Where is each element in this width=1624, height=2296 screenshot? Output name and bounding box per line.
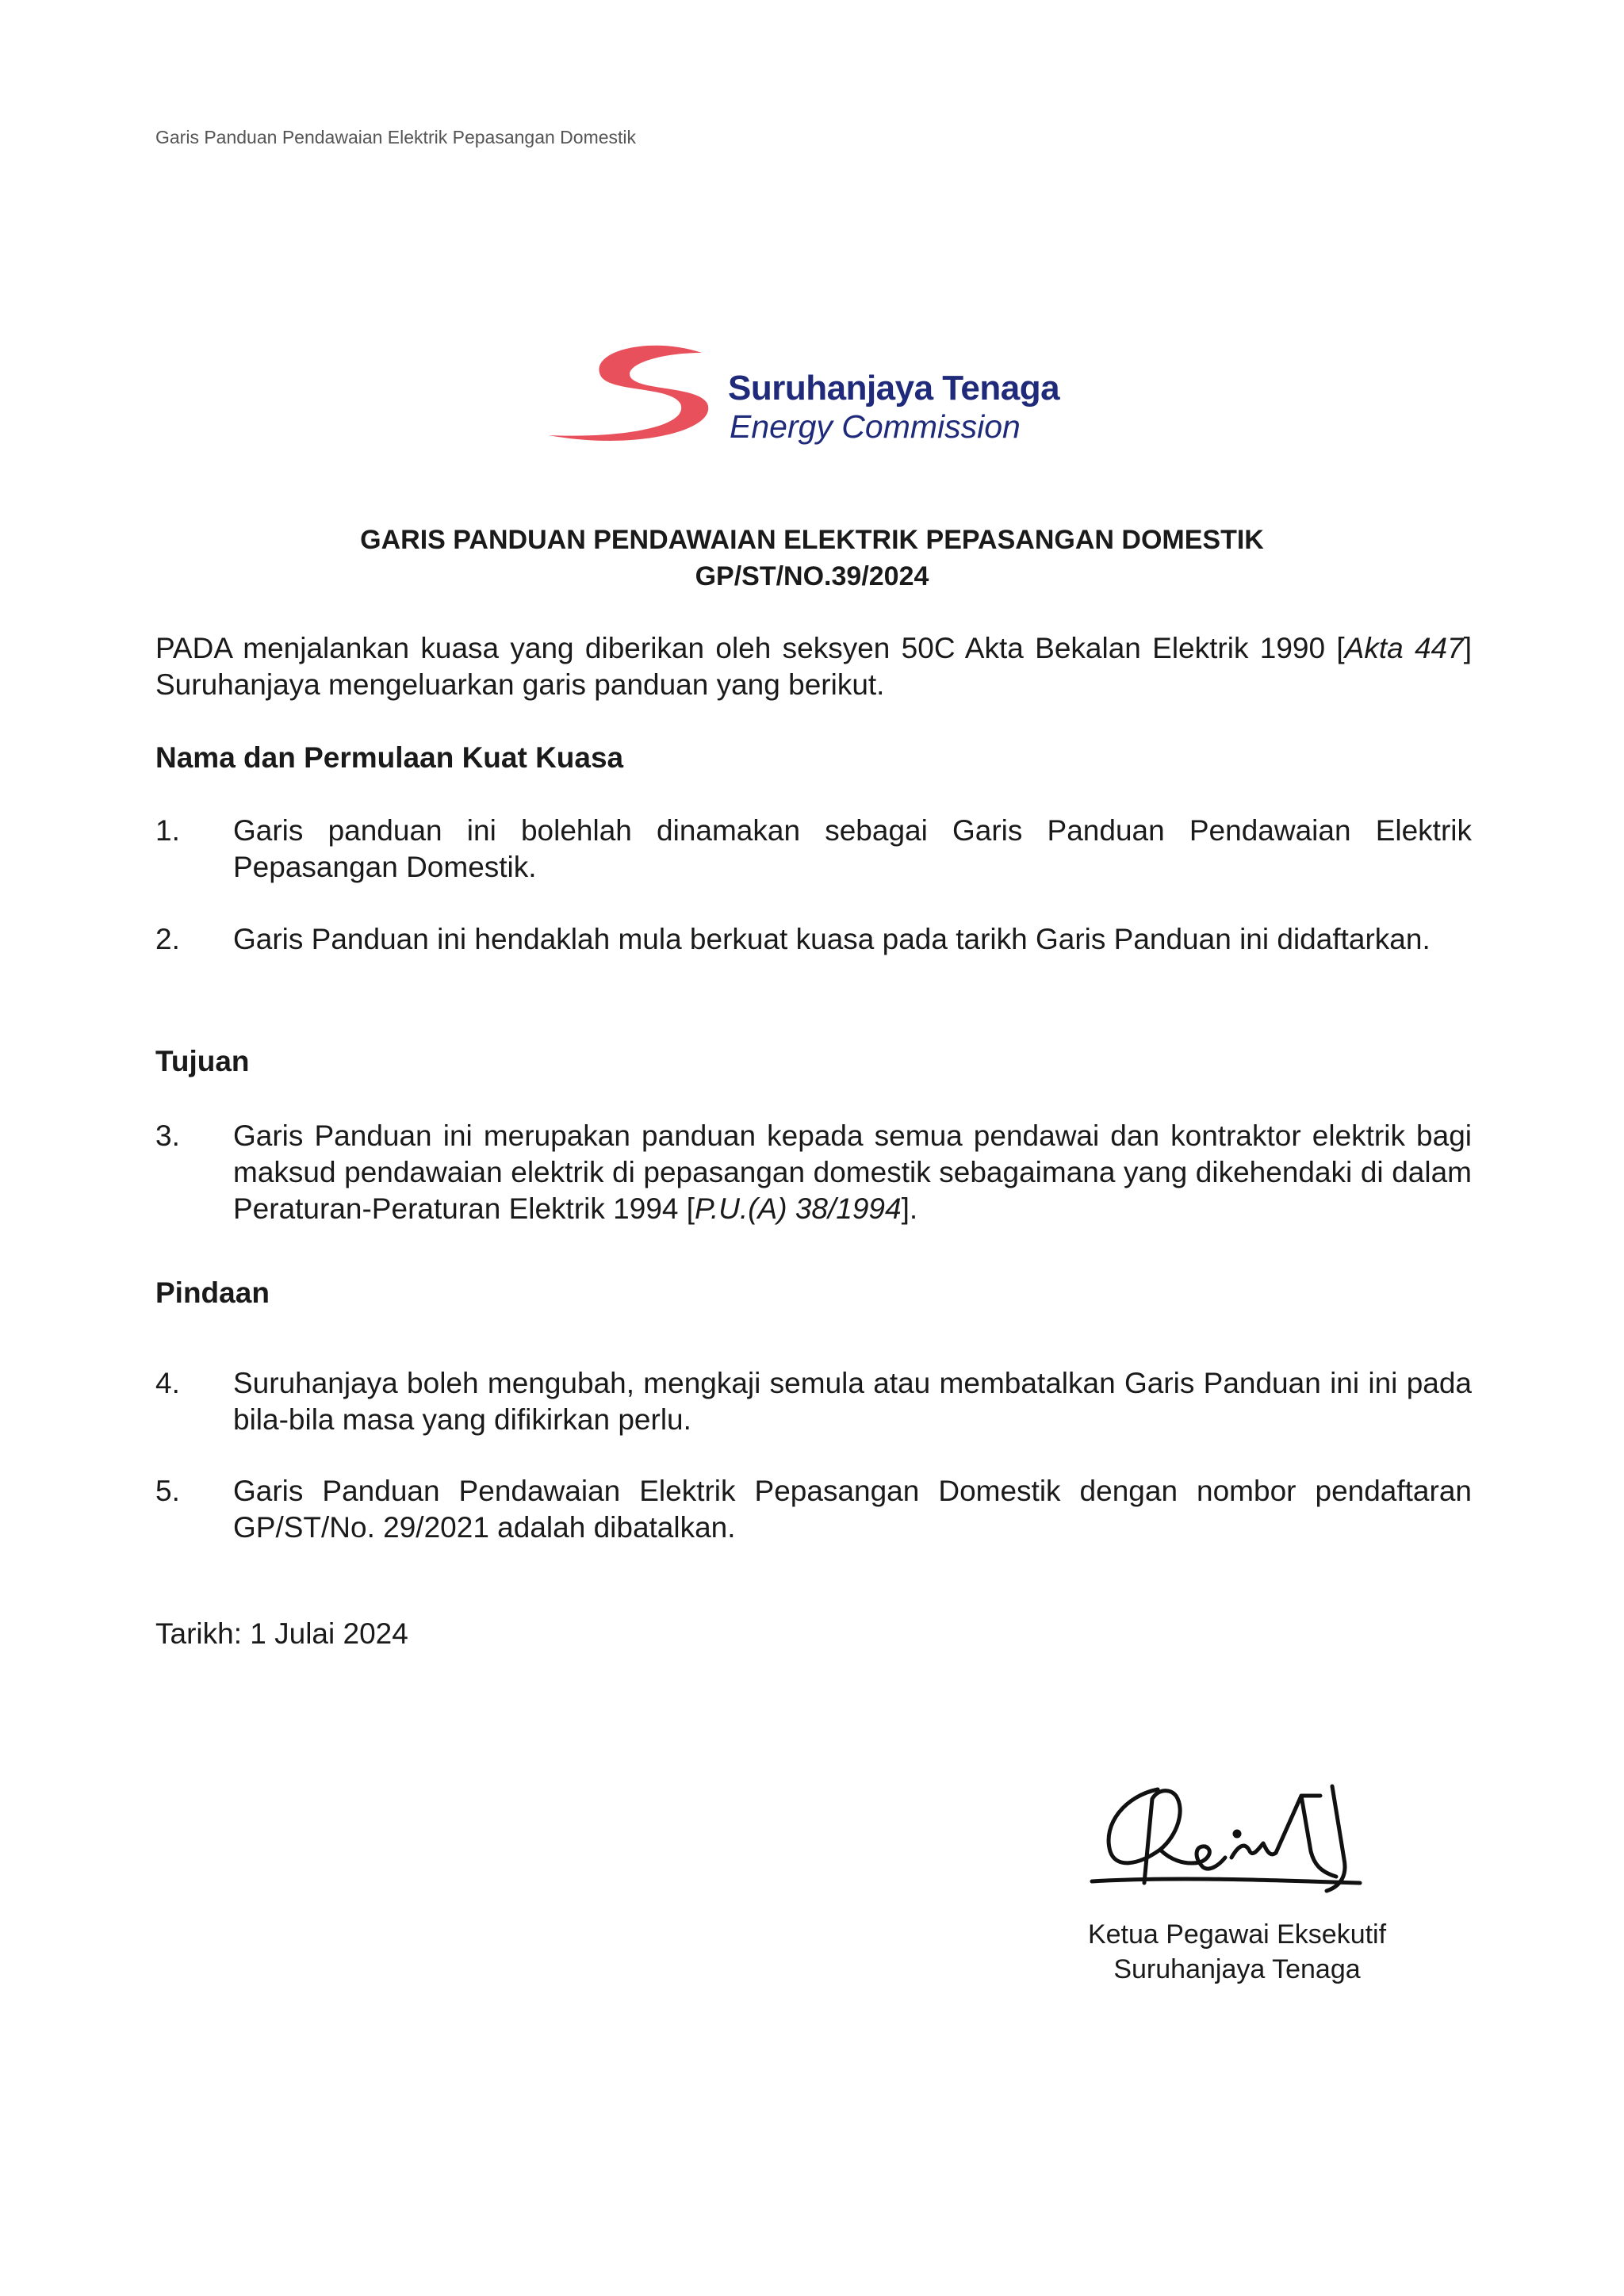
section-heading-pindaan: Pindaan	[155, 1276, 270, 1309]
preamble-text: PADA menjalankan kuasa yang diberikan oleh seksyen 50C Akta Bekalan Elektrik 1990 [	[155, 632, 1345, 664]
clause-number: 4.	[155, 1367, 180, 1399]
logo-name-malay: Suruhanjaya Tenaga	[728, 369, 1060, 408]
clause-number: 1.	[155, 814, 180, 847]
act-reference: Akta 447	[1344, 632, 1464, 664]
swoosh-logo-icon	[539, 337, 753, 456]
clause-number: 3.	[155, 1119, 180, 1152]
clause-text: Suruhanjaya boleh mengubah, mengkaji semula atau membatalkan Garis Panduan ini ini pada bila-bila masa yang difikirkan perlu.	[233, 1367, 1472, 1436]
date-line: Tarikh: 1 Julai 2024	[155, 1617, 408, 1650]
clause-text-part: Garis Panduan ini merupakan panduan kepada semua pendawai dan kontraktor elektrik bagi maksud pendawaian elektrik di pepasangan domestik sebagaimana yang dikehendaki di dalam Peraturan-Peraturan Elektrik 1994 [	[233, 1119, 1472, 1225]
reference-number: GP/ST/NO.39/2024	[695, 561, 929, 591]
title-line: GARIS PANDUAN PENDAWAIAN ELEKTRIK PEPASANGAN DOMESTIK	[360, 525, 1264, 555]
logo-name-english: Energy Commission	[730, 408, 1021, 445]
preamble-text-end: ] Suruhanjaya mengeluarkan garis panduan yang berikut.	[155, 632, 1472, 701]
clause-text: Garis Panduan ini hendaklah mula berkuat kuasa pada tarikh Garis Panduan ini didaftarkan.	[233, 923, 1431, 955]
preamble-paragraph	[155, 630, 1472, 703]
section-heading-tujuan: Tujuan	[155, 1045, 250, 1077]
signatory-organisation: Suruhanjaya Tenaga	[1113, 1954, 1361, 1984]
clause-text: Garis panduan ini bolehlah dinamakan sebagai Garis Panduan Pendawaian Elektrik Pepasangan Domestik.	[233, 814, 1472, 883]
signatory-title: Ketua Pegawai Eksekutif	[1087, 1919, 1387, 1950]
clause-text: Garis Panduan Pendawaian Elektrik Pepasangan Domestik dengan nombor pendaftaran GP/ST/No. 29/2021 adalah dibatalkan.	[233, 1475, 1472, 1544]
signature-image	[1082, 1764, 1384, 1907]
signatory-block	[1078, 1917, 1396, 1987]
energy-commission-logo	[539, 337, 1110, 456]
clause-text-part: ].	[901, 1192, 918, 1225]
document-title	[0, 522, 1624, 595]
running-header: Garis Panduan Pendawaian Elektrik Pepasangan Domestik	[155, 127, 637, 147]
regulation-reference: P.U.(A) 38/1994	[695, 1192, 902, 1225]
section-heading-nama: Nama dan Permulaan Kuat Kuasa	[155, 741, 624, 774]
clause-number: 2.	[155, 923, 180, 955]
clause-text	[233, 1118, 1472, 1227]
clause-number: 5.	[155, 1475, 180, 1507]
